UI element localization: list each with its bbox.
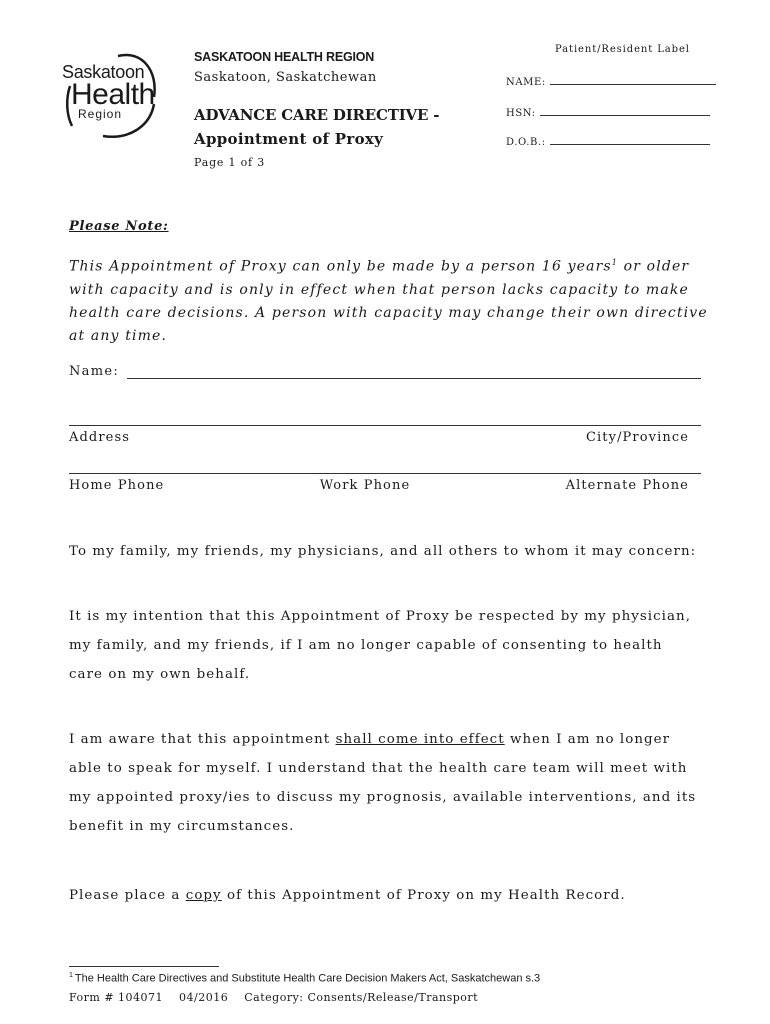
- patient-label-heading: Patient/Resident Label: [555, 44, 690, 55]
- org-name: SASKATOON HEALTH REGION: [194, 50, 375, 64]
- awareness-text-start: I am aware that this appointment: [69, 732, 336, 747]
- phone-labels: [69, 478, 689, 493]
- address-label: Address: [69, 430, 130, 445]
- home-phone-label: Home Phone: [69, 478, 165, 493]
- logo-text-line1: Saskatoon: [62, 62, 145, 82]
- form-info-line: [69, 991, 478, 1004]
- salutation: To my family, my friends, my physicians, and all others to whom it may concern:: [69, 544, 697, 559]
- logo-text-line2: Health: [71, 78, 155, 111]
- work-phone-label: Work Phone: [319, 478, 411, 493]
- proxy-name-label: Name:: [69, 364, 120, 379]
- patient-name-field[interactable]: [506, 74, 716, 88]
- patient-hsn-field[interactable]: [506, 105, 710, 119]
- patient-dob-line[interactable]: [550, 134, 710, 145]
- note-text-start: This Appointment of Proxy can only be made by a person 16 years: [69, 258, 612, 275]
- form-category: Category: Consents/Release/Transport: [244, 991, 479, 1004]
- footnote-divider: [69, 966, 219, 967]
- patient-name-line[interactable]: [550, 74, 716, 85]
- footnote-text: The Health Care Directives and Substitute Health Care Decision Makers Act, Saskatchewan s.3: [74, 972, 541, 985]
- note-heading: Please Note:: [69, 219, 169, 234]
- footnote-number: 1: [69, 972, 73, 979]
- copy-text-end: of this Appointment of Proxy on my Health Record.: [221, 888, 626, 903]
- patient-hsn-label: HSN:: [506, 108, 536, 119]
- form-date: 04/2016: [179, 991, 229, 1004]
- note-text-end: or older with capacity and is only in effect when that person lacks capacity to make health care decisions. A person with capacity may change their own directive at any time.: [69, 258, 708, 344]
- form-title-line2: Appointment of Proxy: [194, 130, 384, 148]
- proxy-name-line[interactable]: [127, 364, 701, 379]
- alternate-phone-label: Alternate Phone: [565, 478, 689, 493]
- intention-paragraph: It is my intention that this Appointment of Proxy be respected by my physician, my family, and my friends, if I am no longer capable of consenting to health care on my own behalf.: [69, 609, 692, 682]
- patient-dob-field[interactable]: [506, 134, 710, 148]
- awareness-paragraph: [69, 725, 699, 841]
- footnote: [69, 972, 540, 985]
- page-number: Page 1 of 3: [194, 156, 265, 169]
- phone-line[interactable]: [69, 473, 701, 474]
- copy-instruction: [69, 881, 699, 910]
- city-province-label: City/Province: [586, 430, 689, 445]
- logo-text-line3: Region: [78, 107, 123, 121]
- awareness-underlined: shall come into effect: [335, 732, 505, 747]
- note-body: [69, 251, 709, 348]
- patient-name-label: NAME:: [506, 77, 546, 88]
- awareness-text-end: when I am no longer able to speak for myself. I understand that the health care team will meet with my appointed proxy/ies to discuss my prognosis, available interventions, and its benefit in my circumstances.: [69, 732, 697, 834]
- address-labels: [69, 430, 689, 445]
- patient-dob-label: D.O.B.:: [506, 137, 546, 148]
- patient-hsn-line[interactable]: [540, 105, 710, 116]
- address-line[interactable]: [69, 425, 701, 426]
- form-number: Form # 104071: [69, 991, 164, 1004]
- org-city: Saskatoon, Saskatchewan: [194, 70, 377, 85]
- proxy-name-field[interactable]: [69, 364, 701, 379]
- saskatoon-health-region-logo: [58, 52, 163, 142]
- copy-underlined: copy: [185, 888, 222, 903]
- form-title-line1: ADVANCE CARE DIRECTIVE -: [194, 106, 440, 124]
- copy-text-start: Please place a: [69, 888, 186, 903]
- footnote-ref: 1: [611, 258, 619, 267]
